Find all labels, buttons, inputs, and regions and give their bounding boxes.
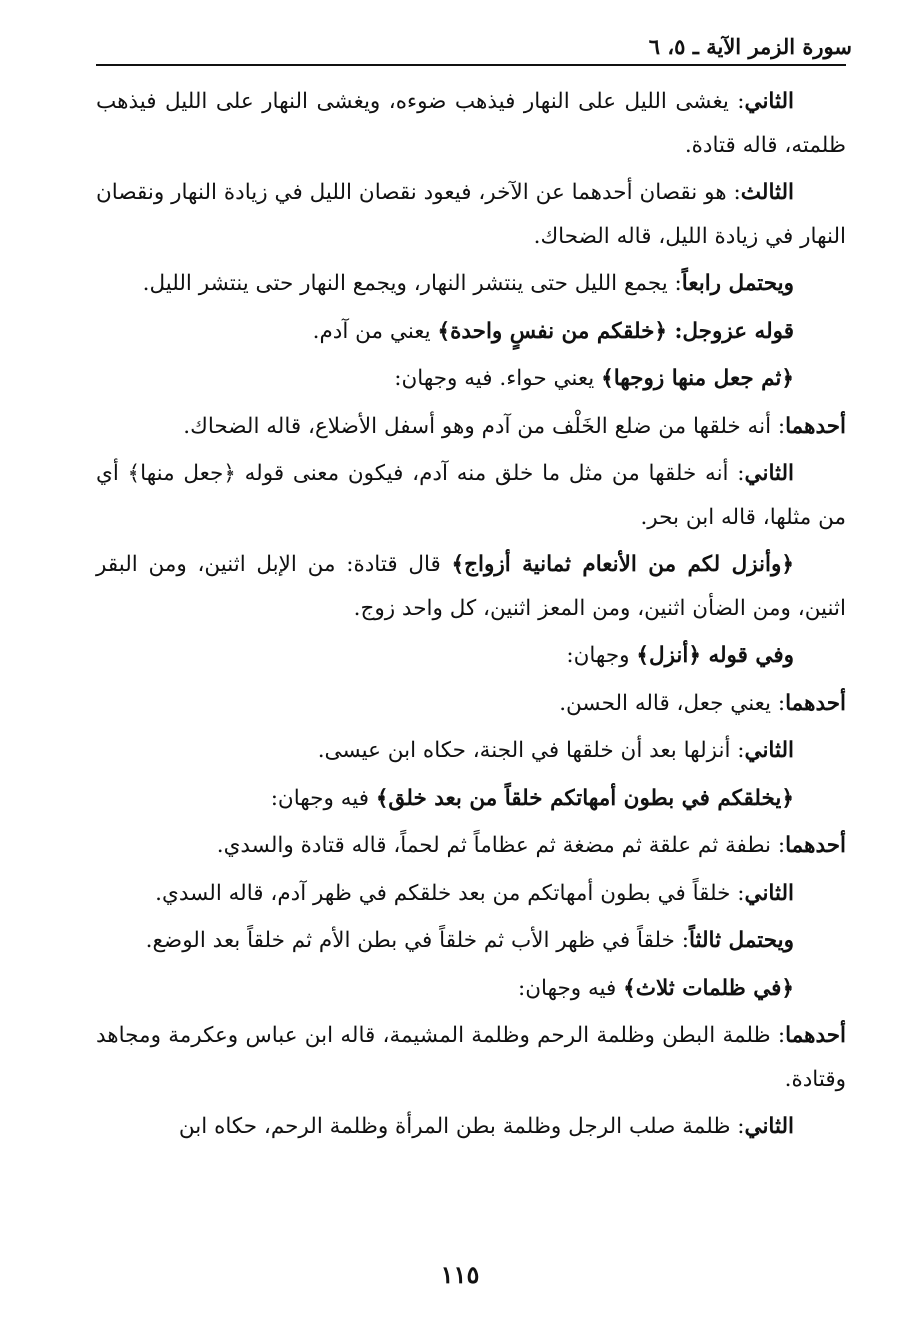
paragraph-text: يجمع الليل حتى ينتشر النهار، ويجمع النهار حتى ينتشر الليل. xyxy=(142,271,668,296)
paragraph xyxy=(96,357,846,401)
running-header: سورة الزمر الآية ـ ٥، ٦ xyxy=(648,34,852,59)
paragraph-lead: وفي قوله ﴿أنزل﴾ xyxy=(636,643,794,668)
paragraph-lead: ﴿في ظلمات ثلاث﴾ xyxy=(623,975,794,1001)
paragraph xyxy=(96,919,846,963)
paragraph xyxy=(96,405,846,449)
paragraph-lead: الثاني xyxy=(744,1114,794,1139)
paragraph-lead: الثاني xyxy=(744,738,794,763)
paragraph-lead: أحدهما xyxy=(785,1023,847,1048)
paragraph-separator: : xyxy=(728,461,745,486)
paragraph-lead: ويحتمل ثالثاً xyxy=(688,928,794,953)
paragraph-text: وجهان: xyxy=(566,643,630,668)
paragraph-text: فيه وجهان: xyxy=(517,975,617,1001)
paragraph-separator xyxy=(369,786,376,811)
paragraph-separator: : xyxy=(674,928,689,953)
paragraph-lead: ﴿ثم جعل منها زوجها﴾ xyxy=(601,366,794,391)
paragraph-lead: قوله عزوجل: ﴿خلقكم من نفسٍ واحدة﴾ xyxy=(437,318,794,344)
paragraph-text: فيه وجهان: xyxy=(270,785,369,811)
paragraph xyxy=(96,80,846,167)
paragraph-lead: الثاني xyxy=(744,89,794,114)
paragraph-text: ظلمة صلب الرجل وظلمة بطن المرأة وظلمة الرحم، حكاه ابن xyxy=(178,1114,731,1139)
paragraph xyxy=(96,262,846,306)
paragraph xyxy=(96,967,846,1011)
paragraph-text: خلقاً في بطون أمهاتكم من بعد خلقكم في ظهر آدم، قاله السدي. xyxy=(155,880,731,906)
paragraph-lead: أحدهما xyxy=(785,413,846,439)
paragraph-separator: : xyxy=(771,413,786,439)
paragraph-text: يعني من آدم. xyxy=(312,318,431,344)
paragraph-lead: الثاني xyxy=(744,461,795,486)
paragraph-text: هو نقصان أحدهما عن الآخر، فيعود نقصان الليل في زيادة النهار ونقصان النهار في زيادة الليل، قاله الضحاك. xyxy=(96,180,846,249)
paragraph-lead: ﴿يخلقكم في بطون أمهاتكم خلقاً من بعد خلق﴾ xyxy=(375,785,794,811)
paragraph-separator: : xyxy=(728,89,745,114)
paragraph xyxy=(96,634,846,678)
paragraph-lead: ويحتمل رابعاً xyxy=(681,271,794,296)
paragraph-text: أنه خلقها من مثل ما خلق منه آدم، فيكون معنى قوله ﴿جعل منها﴾ أي من مثلها، قاله ابن بحر. xyxy=(96,461,846,530)
paragraph-separator: : xyxy=(730,880,745,906)
paragraph xyxy=(96,1014,846,1101)
page-body xyxy=(96,80,846,1153)
paragraph-separator: : xyxy=(771,690,786,716)
paragraph-lead: ﴿وأنزل لكم من الأنعام ثمانية أزواج﴾ xyxy=(451,552,794,577)
paragraph-separator: : xyxy=(730,738,745,763)
paragraph xyxy=(96,310,846,354)
paragraph-text: نطفة ثم علقة ثم مضغة ثم عظاماً ثم لحماً، قاله قتادة والسدي. xyxy=(216,833,772,858)
paragraph-separator: : xyxy=(667,271,682,296)
paragraph xyxy=(96,872,846,916)
paragraph-text: أنه خلقها من ضلع الخَلْف من آدم وهو أسفل الأضلاع، قاله الضحاك. xyxy=(183,413,772,439)
paragraph-lead: الثاني xyxy=(744,880,794,906)
paragraph-separator: : xyxy=(726,180,741,205)
paragraph-text: يعني جعل، قاله الحسن. xyxy=(559,690,772,716)
paragraph xyxy=(96,729,846,773)
paragraph-lead: أحدهما xyxy=(785,690,846,716)
paragraph xyxy=(96,682,846,726)
paragraph-separator: : xyxy=(730,1114,745,1139)
paragraph-lead: أحدهما xyxy=(785,833,846,858)
paragraph-separator: : xyxy=(770,1023,786,1048)
paragraph xyxy=(96,452,846,539)
paragraph xyxy=(96,1105,846,1149)
header-rule xyxy=(96,64,846,66)
paragraph-text: أنزلها بعد أن خلقها في الجنة، حكاه ابن عيسى. xyxy=(317,738,731,763)
paragraph-text: ظلمة البطن وظلمة الرحم وظلمة المشيمة، قاله ابن عباس وعكرمة ومجاهد وقتادة. xyxy=(96,1023,846,1092)
paragraph-separator xyxy=(431,319,438,344)
paragraph-lead: الثالث xyxy=(740,180,795,205)
paragraph xyxy=(96,171,846,258)
page-number: ١١٥ xyxy=(440,1260,480,1289)
paragraph-text: خلقاً في ظهر الأب ثم خلقاً في بطن الأم ثم خلقاً بعد الوضع. xyxy=(145,928,675,953)
paragraph xyxy=(96,777,846,821)
paragraph-text: يعني حواء. فيه وجهان: xyxy=(394,366,595,391)
paragraph-text: قال قتادة: من الإبل اثنين، ومن البقر اثنين، ومن الضأن اثنين، ومن المعز اثنين، كل واحد زوج. xyxy=(96,552,846,621)
paragraph-separator xyxy=(441,552,452,577)
paragraph-separator: : xyxy=(771,833,786,858)
paragraph xyxy=(96,824,846,868)
paragraph xyxy=(96,543,846,630)
paragraph-text: يغشى الليل على النهار فيذهب ضوءه، ويغشى النهار على الليل فيذهب ظلمته، قاله قتادة. xyxy=(96,89,846,158)
